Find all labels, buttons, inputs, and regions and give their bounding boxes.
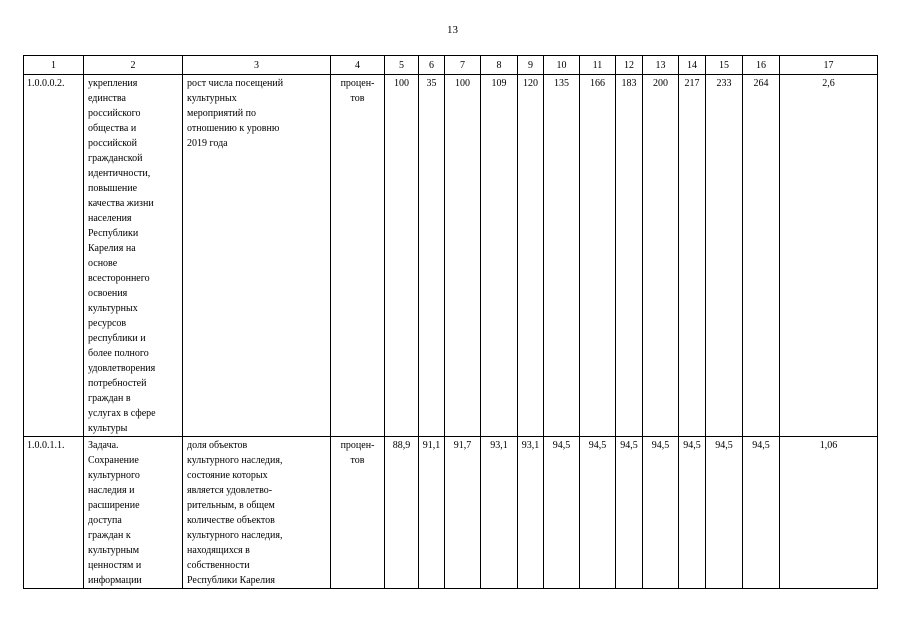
value-cell: 135 [544, 75, 580, 437]
value-cell: 93,1 [518, 437, 544, 589]
value-cell: 100 [445, 75, 481, 437]
cell-line: удовлетворения [88, 363, 156, 374]
value-cell: 183 [616, 75, 643, 437]
cell-line: собственности [187, 560, 250, 571]
value-cell: 91,1 [419, 437, 445, 589]
cell-line: рост числа посещений [187, 78, 284, 89]
cell-line: является удовлетво- [187, 485, 273, 496]
cell-line: доступа [88, 515, 122, 526]
cell-line: населения [88, 213, 132, 224]
row-code: 1.0.0.0.2. [24, 75, 84, 437]
cell-line: 2019 года [187, 138, 228, 149]
value-cell: 109 [481, 75, 518, 437]
cell-line: единства [88, 93, 126, 104]
cell-line: мероприятий по [187, 108, 256, 119]
cell-line: отношению к уровню [187, 123, 280, 134]
cell-line: основе [88, 258, 118, 269]
cell-line: процен- [340, 440, 375, 451]
value-cell: 88,9 [385, 437, 419, 589]
cell-line: культурных [88, 303, 138, 314]
cell-line: гражданской [88, 153, 143, 164]
goal-cell [84, 75, 183, 437]
row-code: 1.0.0.1.1. [24, 437, 84, 589]
cell-line: качества жизни [88, 198, 154, 209]
cell-line: ресурсов [88, 318, 127, 329]
cell-line: культурным [88, 545, 140, 556]
cell-line: Карелия на [88, 243, 136, 254]
column-number: 12 [616, 56, 643, 75]
cell-line: рительным, в общем [187, 500, 275, 511]
value-cell: 94,5 [679, 437, 706, 589]
column-number: 11 [580, 56, 616, 75]
cell-line: потребностей [88, 378, 147, 389]
indicators-table [23, 55, 878, 589]
cell-line: культурных [187, 93, 237, 104]
cell-line: идентичности, [88, 168, 151, 179]
cell-line: укрепления [88, 78, 138, 89]
cell-line: граждан в [88, 393, 131, 404]
table-row [24, 75, 878, 437]
goal-cell [84, 437, 183, 589]
value-cell: 200 [643, 75, 679, 437]
value-cell: 100 [385, 75, 419, 437]
cell-line: услугах в сфере [88, 408, 156, 419]
value-cell: 217 [679, 75, 706, 437]
cell-line: тов [350, 455, 365, 466]
column-number: 4 [331, 56, 385, 75]
cell-line: находящихся в [187, 545, 250, 556]
column-number: 3 [183, 56, 331, 75]
unit-cell [331, 75, 385, 437]
cell-line: доля объектов [187, 440, 248, 451]
cell-line: Сохранение [88, 455, 139, 466]
value-cell: 264 [743, 75, 780, 437]
column-number: 8 [481, 56, 518, 75]
indicator-cell [183, 437, 331, 589]
cell-line: российской [88, 138, 137, 149]
cell-line: граждан к [88, 530, 131, 541]
cell-line: российского [88, 108, 141, 119]
cell-line: ценностям и [88, 560, 142, 571]
column-number: 6 [419, 56, 445, 75]
value-cell: 166 [580, 75, 616, 437]
indicator-cell [183, 75, 331, 437]
column-number: 16 [743, 56, 780, 75]
column-number: 9 [518, 56, 544, 75]
value-cell: 94,5 [643, 437, 679, 589]
cell-line: общества и [88, 123, 137, 134]
cell-line: процен- [340, 78, 375, 89]
column-number: 7 [445, 56, 481, 75]
column-number: 15 [706, 56, 743, 75]
ratio-cell: 1,06 [780, 437, 878, 589]
cell-line: Республики Карелия [187, 575, 276, 586]
ratio-cell: 2,6 [780, 75, 878, 437]
cell-line: Задача. [88, 440, 119, 451]
cell-line: повышение [88, 183, 138, 194]
cell-line: Республики [88, 228, 139, 239]
cell-line: культурного наследия, [187, 455, 283, 466]
cell-line: культурного [88, 470, 140, 481]
column-number-row [24, 56, 878, 75]
cell-line: расширение [88, 500, 140, 511]
column-number: 17 [780, 56, 878, 75]
cell-line: освоения [88, 288, 128, 299]
cell-line: более полного [88, 348, 149, 359]
cell-line: информации [88, 575, 142, 586]
cell-line: республики и [88, 333, 146, 344]
page-number: 13 [447, 24, 458, 36]
cell-line: всестороннего [88, 273, 150, 284]
value-cell: 94,5 [616, 437, 643, 589]
cell-line: культурного наследия, [187, 530, 283, 541]
value-cell: 94,5 [544, 437, 580, 589]
unit-cell [331, 437, 385, 589]
column-number: 14 [679, 56, 706, 75]
value-cell: 94,5 [743, 437, 780, 589]
value-cell: 93,1 [481, 437, 518, 589]
value-cell: 91,7 [445, 437, 481, 589]
column-number: 1 [24, 56, 84, 75]
cell-line: состояние которых [187, 470, 268, 481]
value-cell: 94,5 [580, 437, 616, 589]
cell-line: тов [350, 93, 365, 104]
value-cell: 233 [706, 75, 743, 437]
table-row [24, 437, 878, 589]
cell-line: культуры [88, 423, 128, 434]
cell-line: наследия и [88, 485, 135, 496]
value-cell: 120 [518, 75, 544, 437]
column-number: 10 [544, 56, 580, 75]
value-cell: 94,5 [706, 437, 743, 589]
cell-line: количестве объектов [187, 515, 275, 526]
column-number: 2 [84, 56, 183, 75]
column-number: 13 [643, 56, 679, 75]
value-cell: 35 [419, 75, 445, 437]
column-number: 5 [385, 56, 419, 75]
